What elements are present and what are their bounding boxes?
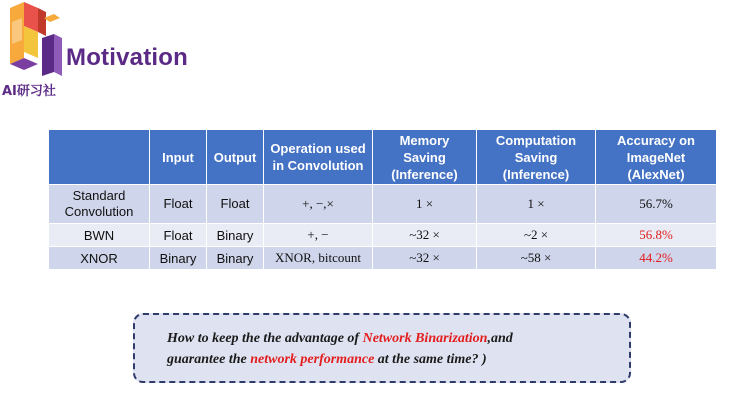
cell-computation-saving: ~58 ×	[477, 247, 596, 270]
cell-memory-saving: 1 ×	[373, 185, 477, 224]
cell-accuracy: 56.8%	[596, 224, 717, 247]
callout-line-2	[167, 349, 615, 370]
question-callout	[133, 313, 631, 383]
cell-operation: XNOR, bitcount	[264, 247, 373, 270]
page-title: Motivation	[66, 44, 188, 71]
header-output: Output	[207, 130, 264, 185]
table-row	[49, 247, 717, 270]
header-method	[49, 130, 150, 185]
callout-highlight: Network Binarization	[362, 331, 488, 346]
cell-output: Float	[207, 185, 264, 224]
cell-method: XNOR	[49, 247, 150, 270]
cell-input: Float	[150, 185, 207, 224]
header-accuracy: Accuracy on ImageNet (AlexNet)	[596, 130, 717, 185]
cell-output: Binary	[207, 247, 264, 270]
cell-computation-saving: ~2 ×	[477, 224, 596, 247]
callout-text: at the same time? )	[374, 352, 487, 367]
header-memory-saving: Memory Saving (Inference)	[373, 130, 477, 185]
cell-input: Binary	[150, 247, 207, 270]
cell-operation: +, −,×	[264, 185, 373, 224]
callout-text: ,and	[487, 331, 513, 346]
cell-method: BWN	[49, 224, 150, 247]
cell-accuracy: 44.2%	[596, 247, 717, 270]
cell-memory-saving: ~32 ×	[373, 224, 477, 247]
cell-output: Binary	[207, 224, 264, 247]
callout-text: guarantee the	[167, 352, 251, 367]
table-row	[49, 185, 717, 224]
callout-highlight: network performance	[250, 352, 375, 367]
cell-operation: +, −	[264, 224, 373, 247]
header-operation: Operation used in Convolution	[264, 130, 373, 185]
cell-memory-saving: ~32 ×	[373, 247, 477, 270]
callout-text: How to keep the the advantage of	[167, 331, 363, 346]
header-computation-saving: Computation Saving (Inference)	[477, 130, 596, 185]
cell-computation-saving: 1 ×	[477, 185, 596, 224]
comparison-table-container	[48, 129, 717, 270]
table-header-row	[49, 130, 717, 185]
table-row	[49, 224, 717, 247]
cell-accuracy: 56.7%	[596, 185, 717, 224]
header-input: Input	[150, 130, 207, 185]
brand-subtitle: AI研习社	[2, 84, 56, 99]
ai-yanxishe-logo-icon	[2, 2, 64, 84]
cell-input: Float	[150, 224, 207, 247]
callout-line-1	[167, 328, 615, 349]
comparison-table	[48, 129, 717, 270]
cell-method: Standard Convolution	[49, 185, 150, 224]
